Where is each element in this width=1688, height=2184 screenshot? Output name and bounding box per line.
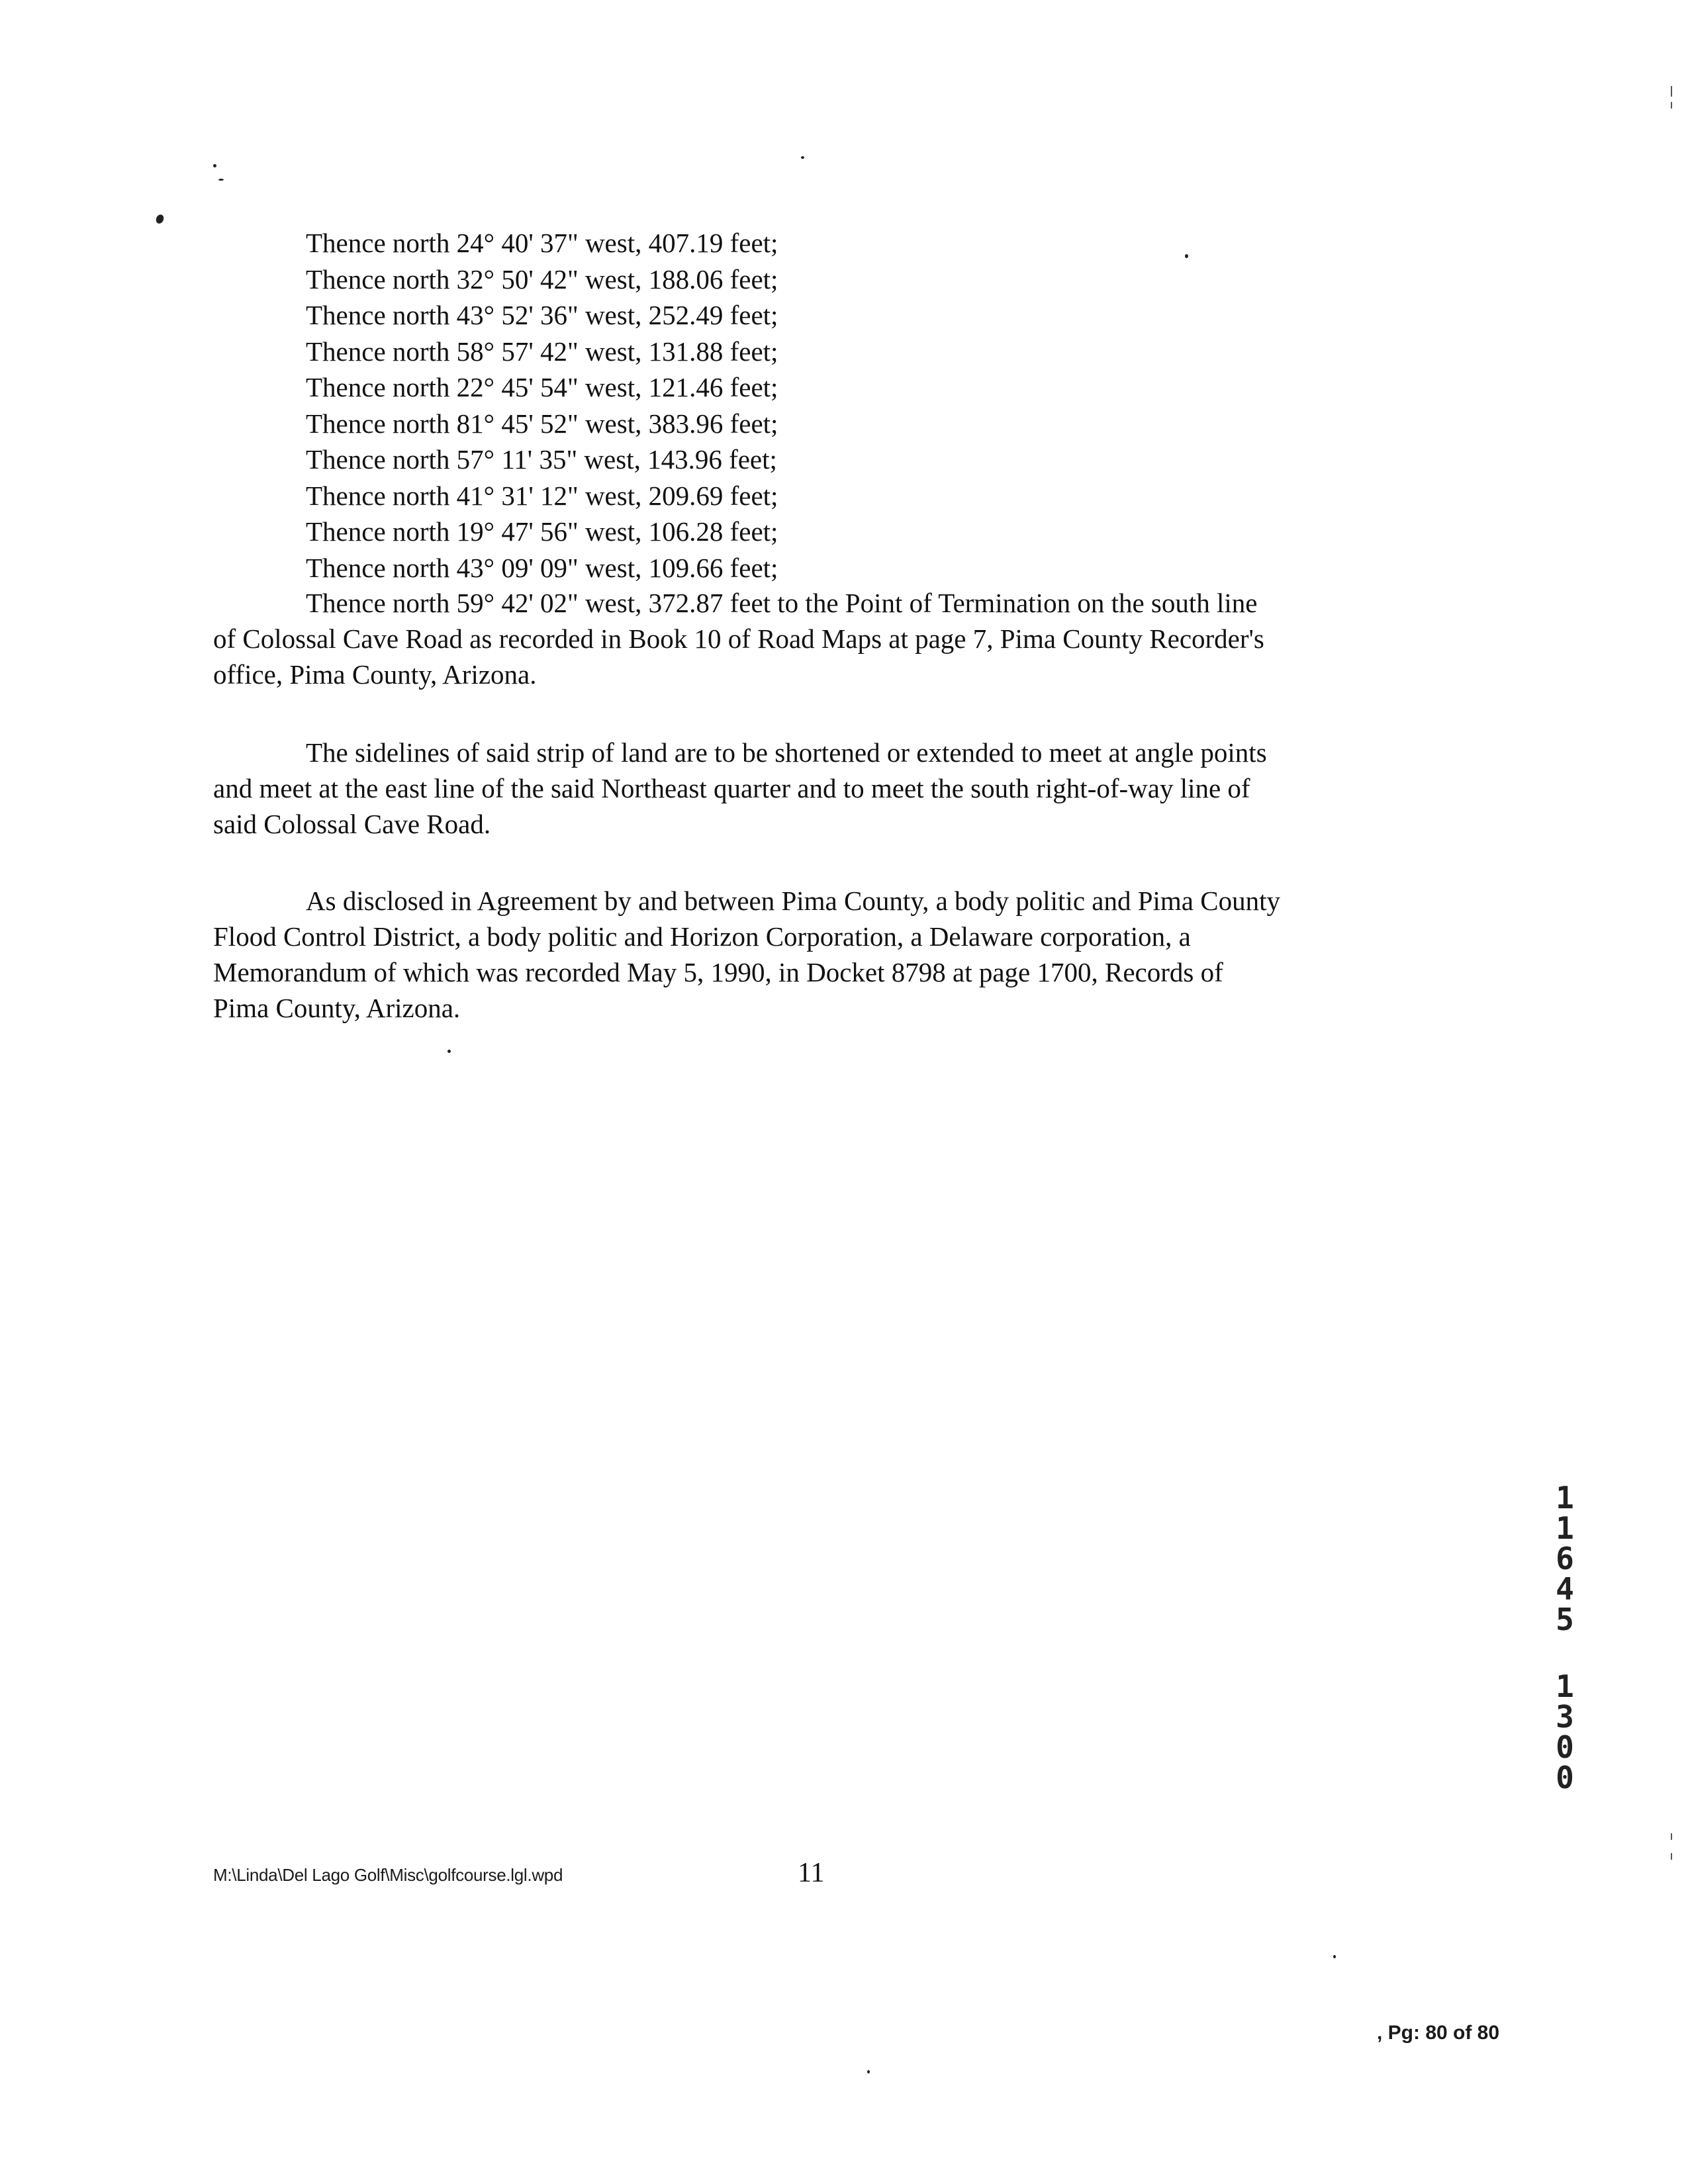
paragraph-line: office, Pima County, Arizona. [213, 659, 537, 690]
stamp-digit: 1 [1556, 1480, 1574, 1516]
stamp-digit: 6 [1556, 1541, 1574, 1576]
pg-label: , Pg: 80 of 80 [1377, 2022, 1500, 2044]
footer-file-path: M:\Linda\Del Lago Golf\Misc\golfcourse.lgl.wpd [213, 1865, 563, 1885]
sidelines-paragraph [213, 735, 1444, 842]
edge-tick [1671, 86, 1672, 97]
paragraph-line: Memorandum of which was recorded May 5, 1990, in Docket 8798 at page 1700, Records of [213, 957, 1223, 987]
scan-speck [447, 1050, 451, 1053]
edge-tick [1671, 1833, 1672, 1840]
scan-speck [155, 213, 165, 224]
paragraph-line: of Colossal Cave Road as recorded in Book 10 of Road Maps at page 7, Pima County Recorder's [213, 623, 1264, 654]
paragraph-line: As disclosed in Agreement by and between Pima County, a body politic and Pima County [306, 886, 1280, 916]
scan-speck [218, 179, 224, 181]
page-stamp [1546, 1668, 1583, 1796]
stamp-digit: 0 [1556, 1729, 1574, 1765]
scan-speck [867, 2070, 870, 2073]
edge-tick [1671, 1853, 1672, 1860]
agreement-paragraph [213, 883, 1444, 1026]
scan-speck [1333, 1955, 1336, 1958]
stamp-digit: 1 [1556, 1668, 1574, 1704]
course-line: Thence north 24° 40' 37" west, 407.19 feet; [306, 228, 778, 258]
stamp-digit: 3 [1556, 1699, 1574, 1735]
stamp-digit: 4 [1556, 1571, 1574, 1607]
scan-speck [1185, 254, 1188, 258]
docket-stamp [1546, 1482, 1583, 1635]
course-line: Thence north 22° 45' 54" west, 121.46 feet; [306, 372, 778, 402]
course-line: Thence north 57° 11' 35" west, 143.96 feet; [306, 444, 777, 475]
course-line: Thence north 19° 47' 56" west, 106.28 feet; [306, 516, 778, 547]
termination-paragraph [213, 585, 1444, 692]
course-line: Thence north 41° 31' 12" west, 209.69 feet; [306, 480, 778, 511]
course-line: Thence north 81° 45' 52" west, 383.96 feet; [306, 408, 778, 439]
paragraph-line: said Colossal Cave Road. [213, 809, 491, 839]
scan-speck [213, 164, 216, 167]
course-line: Thence north 32° 50' 42" west, 188.06 feet; [306, 263, 778, 295]
stamp-digit: 5 [1556, 1602, 1574, 1637]
page-number: 11 [798, 1858, 825, 1888]
paragraph-line: and meet at the east line of the said Northeast quarter and to meet the south right-of-way line of [213, 773, 1250, 803]
edge-tick [1671, 102, 1672, 109]
scan-speck [801, 156, 804, 159]
course-list [306, 225, 778, 586]
paragraph-line: Pima County, Arizona. [213, 993, 461, 1023]
stamp-digit: 0 [1556, 1760, 1574, 1796]
course-line: Thence north 58° 57' 42" west, 131.88 feet; [306, 336, 778, 367]
stamp-digit: 1 [1556, 1510, 1574, 1546]
paragraph-line: Flood Control District, a body politic and Horizon Corporation, a Delaware corporation, a [213, 921, 1191, 952]
course-line: Thence north 43° 52' 36" west, 252.49 feet; [306, 300, 778, 330]
course-line: Thence north 43° 09' 09" west, 109.66 feet; [306, 552, 778, 583]
paragraph-line: The sidelines of said strip of land are to be shortened or extended to meet at angle points [306, 737, 1267, 768]
paragraph-line: Thence north 59° 42' 02" west, 372.87 feet to the Point of Termination on the south line [306, 588, 1258, 618]
